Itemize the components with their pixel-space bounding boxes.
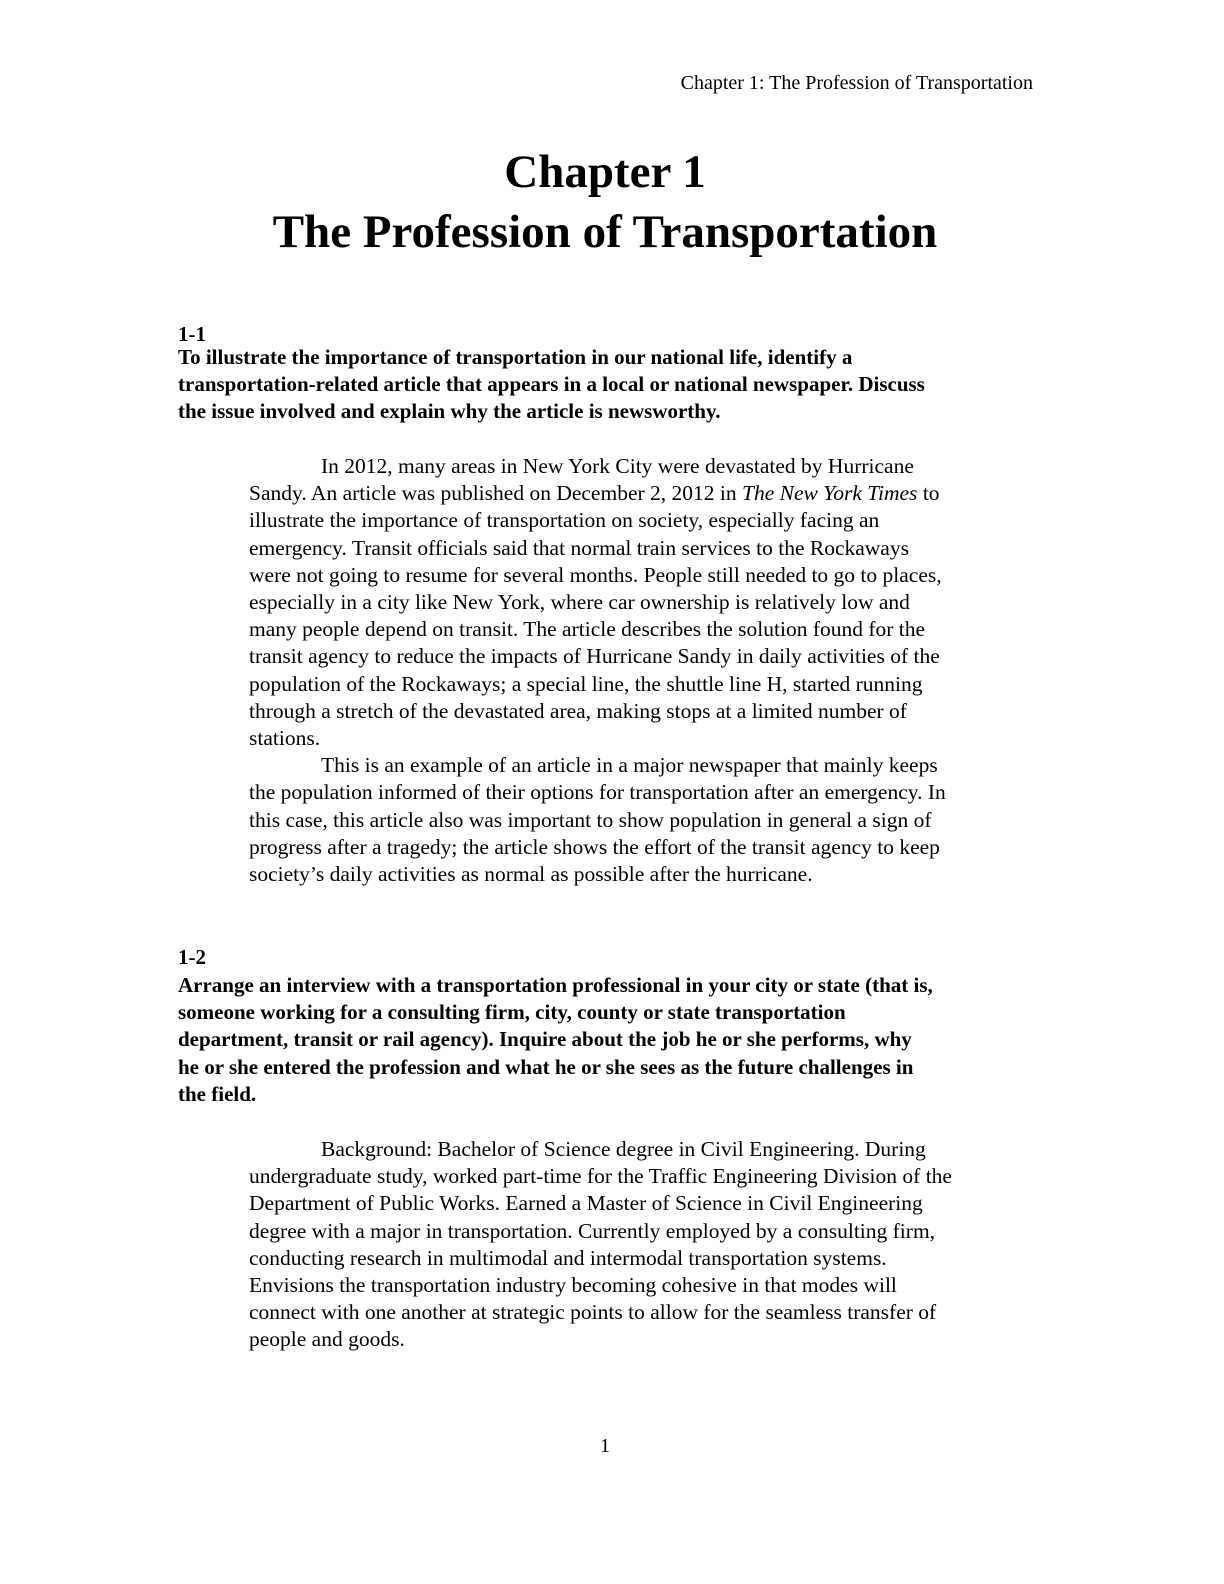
answer-line: illustrate the importance of transportation on society, especially facing an [249, 508, 880, 533]
problem-question-line: someone working for a consulting firm, city, county or state transportation [178, 1000, 846, 1025]
answer-line: Background: Bachelor of Science degree in Civil Engineering. During [321, 1137, 926, 1161]
answer-line: undergraduate study, worked part-time for the Traffic Engineering Division of the [249, 1164, 952, 1189]
chapter-number: Chapter 1 [504, 146, 706, 198]
problem-question-line: he or she entered the profession and what he or she sees as the future challenges in [178, 1054, 914, 1079]
answer-line: population of the Rockaways; a special line, the shuttle line H, started running [249, 671, 923, 696]
answer-line: emergency. Transit officials said that normal train services to the Rockaways [249, 535, 909, 560]
answer-line: degree with a major in transportation. Currently employed by a consulting firm, [249, 1218, 936, 1243]
problem-question-line: transportation-related article that appears in a local or national newspaper. Discuss [178, 372, 925, 397]
answer-line: were not going to resume for several months. People still needed to go to places, [249, 562, 942, 587]
answer-line: transit agency to reduce the impacts of Hurricane Sandy in daily activities of the [249, 644, 940, 669]
answer-text: Sandy. An article was published on December 2, 2012 in [249, 481, 742, 506]
answer-line: especially in a city like New York, where car ownership is relatively low and [249, 590, 910, 614]
answer-line: the population informed of their options for transportation after an emergency. In [249, 780, 946, 805]
newspaper-title: The New York Times [742, 481, 918, 506]
problem-question-line: Arrange an interview with a transportation professional in your city or state (that is, [178, 973, 933, 997]
problem-number: 1-1 [178, 322, 206, 346]
answer-line: this case, this article also was important to show population in general a sign of [249, 807, 932, 832]
answer-line: people and goods. [249, 1327, 405, 1352]
answer-line: stations. [249, 726, 321, 750]
page-number: 1 [600, 1435, 610, 1457]
problem-question-line: To illustrate the importance of transportation in our national life, identify a [178, 345, 853, 369]
chapter-title: The Profession of Transportation [272, 206, 938, 258]
answer-line: connect with one another at strategic points to allow for the seamless transfer of [249, 1300, 937, 1325]
answer-line: Department of Public Works. Earned a Master of Science in Civil Engineering [249, 1191, 923, 1216]
answer-line: many people depend on transit. The article describes the solution found for the [249, 617, 926, 642]
answer-line: Envisions the transportation industry becoming cohesive in that modes will [249, 1273, 897, 1297]
answer-line: society’s daily activities as normal as possible after the hurricane. [249, 862, 813, 886]
answer-line [249, 481, 940, 506]
problem-question-line: the issue involved and explain why the article is newsworthy. [178, 399, 721, 424]
answer-line: through a stretch of the devastated area, making stops at a limited number of [249, 698, 907, 723]
answer-line: progress after a tragedy; the article shows the effort of the transit agency to keep [249, 834, 940, 859]
answer-text: to [917, 481, 940, 506]
answer-line: This is an example of an article in a major newspaper that mainly keeps [321, 753, 938, 778]
problem-question-line: department, transit or rail agency). Inquire about the job he or she performs, why [178, 1027, 912, 1052]
problem-number: 1-2 [178, 945, 206, 969]
answer-line: conducting research in multimodal and intermodal transportation systems. [249, 1245, 887, 1270]
running-header: Chapter 1: The Profession of Transportation [680, 72, 1033, 94]
problem-question-line: the field. [178, 1081, 257, 1106]
answer-line: In 2012, many areas in New York City were devastated by Hurricane [321, 454, 914, 478]
